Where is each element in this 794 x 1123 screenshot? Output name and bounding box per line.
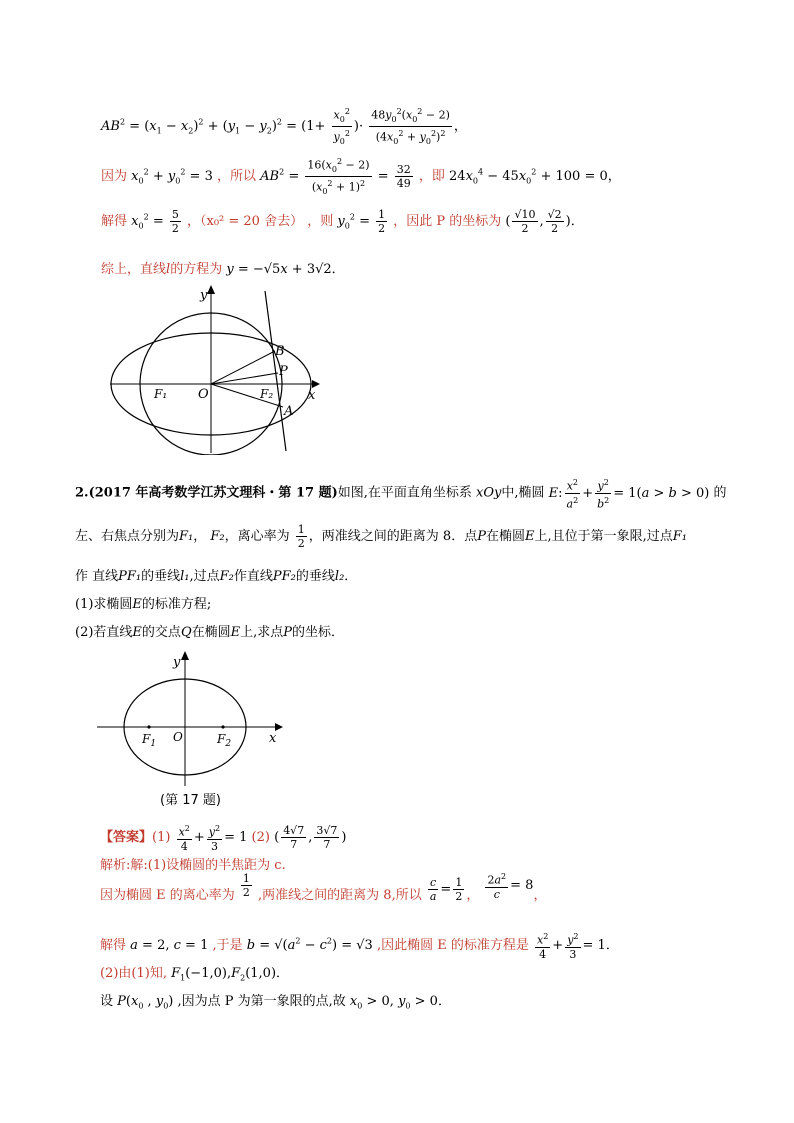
answer-line: 【答案】(1) $\frac{x^2}{4}$ + $\frac{y^2}{3}$ = 1 (2) ( $\frac{4√7}{7}$ , $\frac{3√7}{7}$ ) bbox=[100, 823, 347, 853]
discarded-root: ，（x₀² = 20 舍去） bbox=[187, 214, 304, 229]
p-coordinate: ( $\frac{√10}{2}$ , $\frac{√2}{2}$ ) bbox=[505, 208, 571, 235]
label-f1: $F_1$ bbox=[142, 732, 157, 749]
label-b: B bbox=[275, 344, 285, 359]
answer-2: ( $\frac{4√7}{7}$ , $\frac{3√7}{7}$ ) bbox=[274, 823, 347, 851]
line-l-equation: y = −√5x + 3√2 bbox=[226, 262, 332, 277]
half-fraction: $\frac{1}{2}$ bbox=[242, 871, 250, 899]
label-f1: F₁ bbox=[154, 387, 168, 401]
label-y: y bbox=[173, 655, 181, 670]
problem-number: 2. bbox=[75, 485, 89, 501]
focus-f2 bbox=[221, 725, 224, 728]
label-f2: F₂ bbox=[260, 387, 274, 401]
ab-squared-equation: $AB^2 = (x_1 - x_2)^2 + (y_1 - y_2)^2 = (1+$ $\frac{x_0^2}{y_0^2}$ )· $\frac{48y_0^2(x_0^2 - 2)}{(4x_0^2 + y_0^2)^2}$ ， bbox=[101, 107, 467, 146]
problem-source: (2017 年高考数学江苏文理科・第 17 题) bbox=[88, 485, 338, 501]
distance-eq: $\frac{2a^2}{c}$ = 8 bbox=[487, 872, 534, 901]
analysis-line5: 设 $P(x_0$ , $y_0$) ,因为点 P 为第一象限的点,故 $x_0 > 0$, $y_0 > 0$． bbox=[100, 994, 451, 1011]
question-2: (2)若直线E的交点Q在椭圆E上,求点P的坐标． bbox=[75, 625, 345, 640]
quadrant-condition: $x_0 > 0$, $y_0 > 0$ bbox=[349, 994, 438, 1011]
problem2-line1: 2.(2017 年高考数学江苏文理科・第 17 题)如图,在平面直角坐标系 xOy中,椭圆 E: $\frac{x^2}{a^2}$ + $\frac{y^2}{b^2}$ = 1(a > b > 0) 的 bbox=[75, 478, 727, 511]
answer-1: $\frac{x^2}{4}$ + $\frac{y^2}{3}$ = 1 bbox=[178, 824, 248, 853]
analysis-line4: (2)由(1)知, $F_1(-1,0),F_2(1,0)$． bbox=[100, 966, 290, 983]
standard-equation: $\frac{x^2}{4}$ + $\frac{y^2}{3}$ = 1 bbox=[536, 932, 606, 961]
label-x: x bbox=[308, 388, 316, 403]
figure-ellipse-circle bbox=[108, 283, 328, 455]
answer-tag: 【答案】 bbox=[100, 829, 153, 845]
x-axis-arrow bbox=[275, 723, 283, 731]
analysis-line3: 解得 a = 2, c = 1 ,于是 $b = √(a^2 - c^2) = √3$ ,因此椭圆 E 的标准方程是 $\frac{x^2}{4}$ + $\frac{y^2}{3}$ = 1． bbox=[100, 932, 619, 961]
x0-solution: $x_0^2$ = $\frac{5}{2}$ bbox=[131, 208, 179, 235]
problem2-line2: 左、右焦点分别为F₁， F₂，离心率为 $\frac{1}{2}$ ，两准线之间的距离为 8．点P在椭圆E上,且位于第一象限,过点F₁ bbox=[75, 523, 687, 550]
eccentricity-fraction: $\frac{1}{2}$ bbox=[297, 523, 305, 550]
label-y: y bbox=[200, 288, 208, 303]
figure-ellipse-17 bbox=[95, 648, 295, 808]
foci-coordinates: $F_1(-1,0),F_2(1,0)$ bbox=[171, 966, 277, 983]
label-x: x bbox=[269, 731, 277, 746]
analysis-line: 解析:解:(1)设椭圆的半焦距为 c. bbox=[100, 858, 286, 873]
line-because: 因为 $x_0^2 + y_0^2 = 3$ ，所以 $AB^2$ = $\frac{16(x_0^2 - 2)}{(x_0^2 + 1)^2}$ = $\frac{32}{49}$ ，即 $24x_0^4 - 45x_0^2 + 100 = 0$， bbox=[101, 157, 621, 196]
line-conclusion: 综上，直线l的方程为 y = −√5x + 3√2． bbox=[101, 262, 345, 277]
analysis-line2: 因为椭圆 E 的离心率为 $\frac{1}{2}$ ,两准线之间的距离为 8,所以 $\frac{c}{a}$ = $\frac{1}{2}$ ， $\frac{2a^2}{c}$ = 8， bbox=[100, 871, 547, 903]
line-solve: 解得 $x_0^2$ = $\frac{5}{2}$ ，（x₀² = 20 舍去） ，则 $y_0^2$ = $\frac{1}{2}$ ，因此 P 的坐标为 ( $\frac{√10}{2}$ , $\frac{√2}{2}$ )． bbox=[101, 208, 584, 235]
figure-caption: (第 17 题) bbox=[160, 793, 221, 808]
label-a: A bbox=[284, 404, 294, 419]
ac-values: a = 2, c = 1 bbox=[130, 937, 209, 953]
ellipse-equation: E: $\frac{x^2}{a^2}$ + $\frac{y^2}{b^2}$ = 1(a > b > 0) bbox=[548, 478, 710, 511]
y0-solution: $y_0^2$ = $\frac{1}{2}$ bbox=[337, 208, 386, 235]
quartic-eq: $24x_0^4 - 45x_0^2 + 100 = 0$ bbox=[449, 167, 608, 186]
ab-value-eq: $AB^2$ = $\frac{16(x_0^2 - 2)}{(x_0^2 + 1)^2}$ = $\frac{32}{49}$ bbox=[260, 157, 411, 196]
focus-f1 bbox=[147, 725, 150, 728]
b-value: $b = √(a^2 - c^2) = √3$ bbox=[246, 936, 373, 953]
point-p: $P(x_0$ , $y_0$) bbox=[117, 994, 174, 1011]
label-o: O bbox=[173, 730, 183, 744]
label-p: P bbox=[279, 364, 288, 379]
question-1: (1)求椭圆E的标准方程; bbox=[75, 597, 212, 612]
y-axis-arrow bbox=[181, 651, 189, 660]
condition-eq: $x_0^2 + y_0^2 = 3$ bbox=[131, 167, 213, 186]
label-f2: $F_2$ bbox=[217, 732, 232, 749]
ca-eq: $\frac{c}{a}$ = $\frac{1}{2}$ bbox=[429, 875, 463, 903]
problem2-line3: 作 直线PF₁的垂线l₁,过点F₂作直线PF₂的垂线l₂． bbox=[75, 569, 358, 584]
label-o: O bbox=[198, 387, 209, 402]
